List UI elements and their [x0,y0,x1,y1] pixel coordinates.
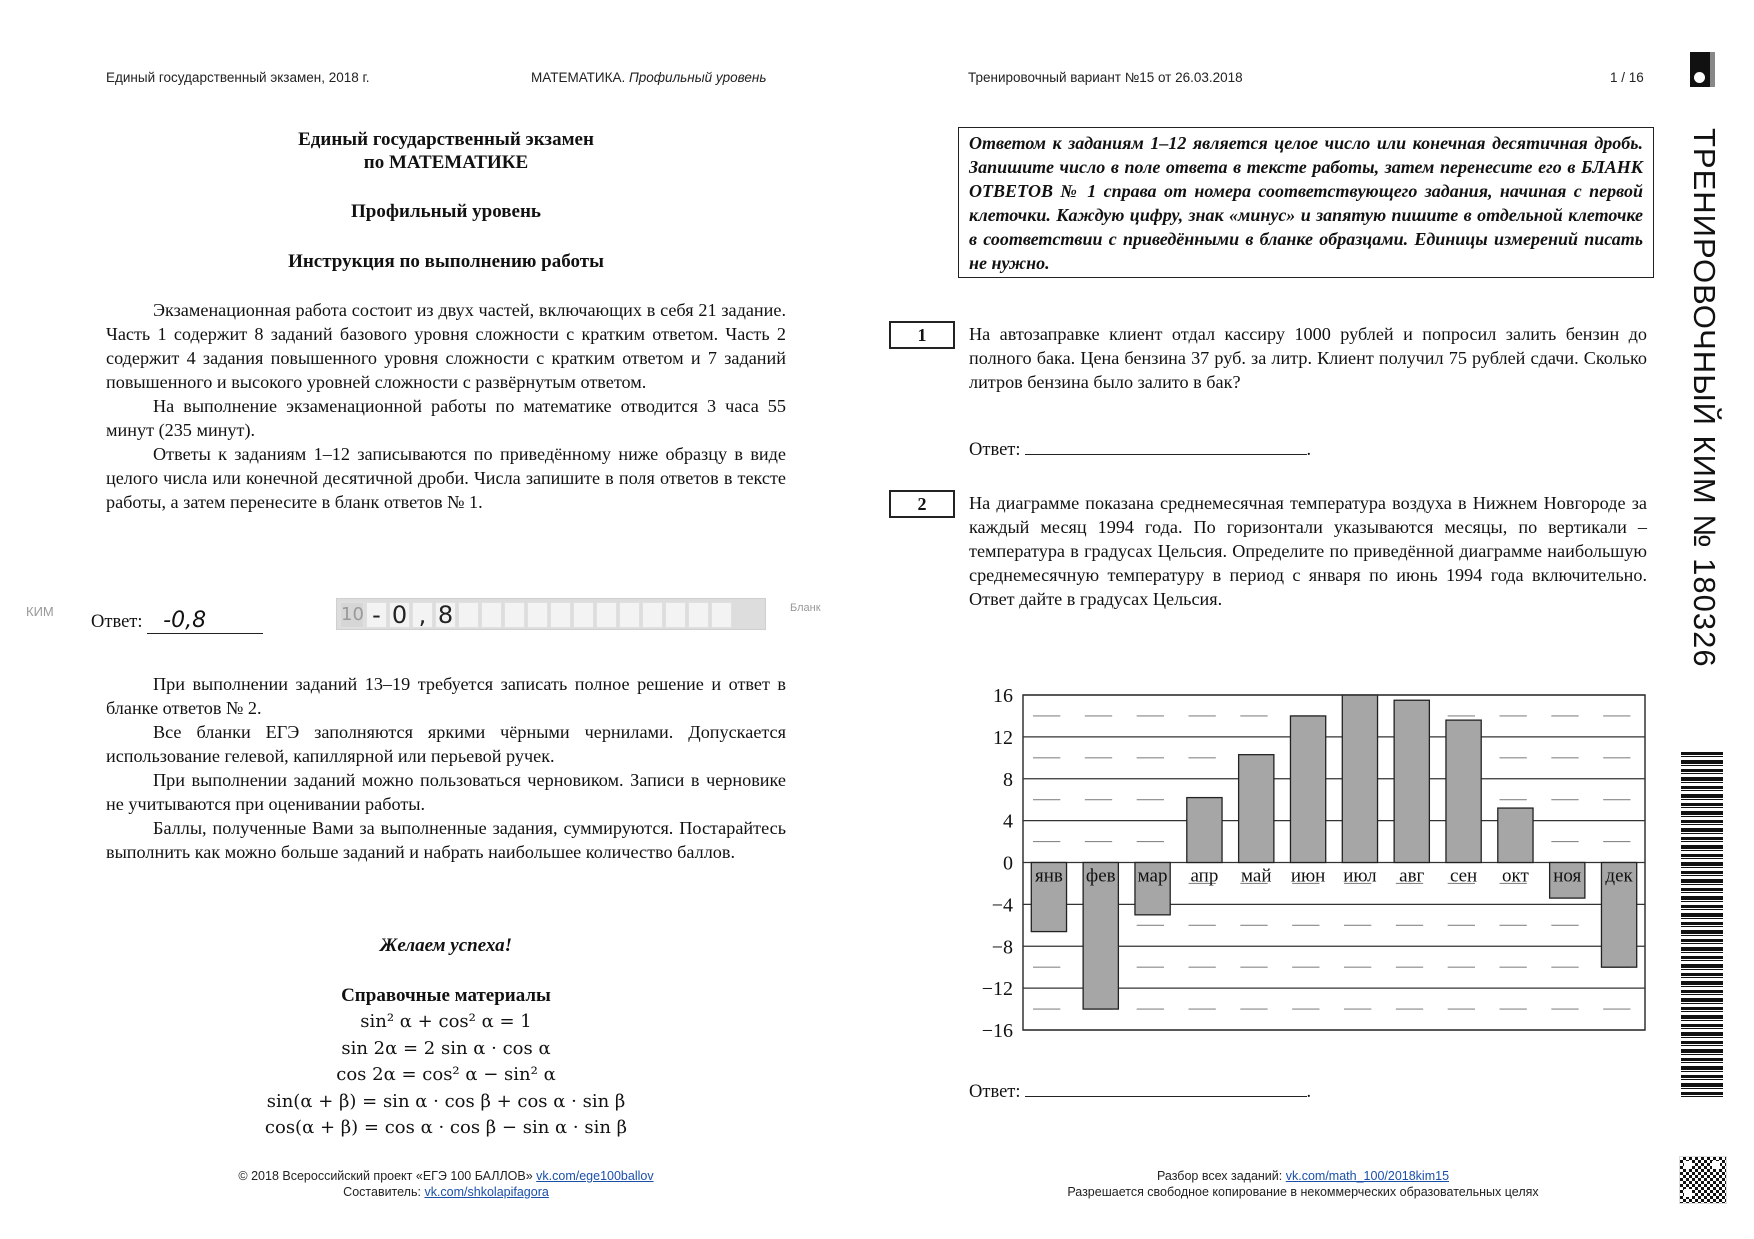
temperature-bar-chart [960,680,1660,1045]
x-tick-label: ноя [1553,865,1582,887]
bar-июн [1290,716,1325,863]
page-number: 1 / 16 [1610,70,1644,85]
task-number-1: 1 [889,321,955,349]
instruction-box: Ответом к заданиям 1–12 является целое число или конечная десятичная дробь. Запишите число в поле ответа в тексте работы, затем перенесите его в БЛАНК ОТВЕТОВ № 1 справа от номера соответствующего задания, начиная с первой клеточки. Каждую цифру, знак «минус» и запятую пишите в отдельной клеточке в соответствии с приведёнными в бланке образцами. Единицы измерений писать не нужно. [958,127,1654,278]
footer-right: Разбор всех заданий: vk.com/math_100/2018kim15 Разрешается свободное копирование в некоммерческих образовательных целях [1067,1169,1539,1199]
level-title: Профильный уровень [351,201,541,222]
para-structure: Экзаменационная работа состоит из двух частей, включающих в себя 21 задание. Часть 1 содержит 8 заданий базового уровня сложности с кратким ответом. Часть 2 содержит 4 задания повышенного уровня сложности с кратким ответом и 7 заданий повышенного и высокого уровней сложности с развёрнутым ответом. [106,300,786,392]
instructions-text-2 [106,672,786,864]
answer-cell [481,602,502,628]
vertical-kim-label: ТРЕНИРОВОЧНЫЙ КИМ № 180326 [1687,128,1722,668]
answer-cell: , [412,602,433,628]
cell-id: 10 [340,602,364,628]
formula: cos(α + β) = cos α · cos β − sin α · sin β [264,1117,628,1138]
answer-cell [504,602,525,628]
bar-авг [1394,700,1429,862]
para-draft: При выполнении заданий можно пользоваться черновиком. Записи в черновике не учитываются при оценивании работы. [106,770,786,814]
formula: sin² α + cos² α = 1 [360,1011,532,1032]
x-tick-label: сен [1449,865,1478,887]
para-ink: Все бланки ЕГЭ заполняются яркими чёрными чернилами. Допускается использование гелевой, капиллярной или перьевой ручек. [106,722,786,766]
x-tick-label: апр [1190,865,1219,887]
y-tick-label: 16 [993,685,1013,707]
x-tick-label: окт [1502,865,1529,887]
bar-май [1239,755,1274,863]
link-ege100ballov[interactable]: vk.com/ege100ballov [536,1169,654,1183]
y-tick-label: 4 [1003,810,1013,833]
barcode-icon [1681,752,1723,1100]
task-1-text: На автозаправке клиент отдал кассиру 1000 рублей и попросил залить бензин до полного бака. Цена бензина 37 руб. за литр. Клиент получил 75 рублей сдачи. Сколько литров бензина было залито в бак? [969,324,1647,392]
answer-cell [711,602,732,628]
footer-left: © 2018 Всероссийский проект «ЕГЭ 100 БАЛЛОВ» vk.com/ege100ballov Составитель: vk.com/shkolapifagora [238,1169,654,1199]
x-tick-label: мар [1137,865,1168,887]
bar-окт [1498,808,1533,862]
para-time: На выполнение экзаменационной работы по математике отводится 3 часа 55 минут (235 минут). [106,396,786,440]
x-tick-label: янв [1034,865,1063,887]
sample-answer: Ответ: -0,8 [91,608,263,634]
instructions-title: Инструкция по выполнению работы [288,251,604,272]
link-shkolapifagora[interactable]: vk.com/shkolapifagora [424,1185,549,1199]
wish-text: Желаем успеха! [379,935,513,956]
corner-marker-icon [1690,52,1715,87]
header-variant: Тренировочный вариант №15 от 26.03.2018 [968,70,1243,85]
answer-cell [642,602,663,628]
link-math100[interactable]: vk.com/math_100/2018kim15 [1285,1169,1450,1183]
x-tick-label: июн [1290,865,1326,887]
task-2-answer: Ответ: . [969,1078,1311,1103]
task-2-answer-field[interactable] [1025,1078,1307,1097]
task-1-answer: Ответ: . [969,436,1311,461]
header-level: Профильный уровень [628,70,767,85]
x-tick-label: май [1241,865,1272,887]
y-tick-label: −8 [991,936,1013,959]
answer-cell: - [366,602,387,628]
y-tick-label: −4 [991,894,1013,917]
header-subject-name: МАТЕМАТИКА. [531,70,626,85]
answer-cell [527,602,548,628]
para-score: Баллы, полученные Вами за выполненные задания, суммируются. Постарайтесь выполнить как можно больше заданий и набрать наибольшее количество баллов. [106,818,786,862]
formula-list [106,1009,786,1142]
task-2-text: На диаграмме показана среднемесячная температура воздуха в Нижнем Новгороде за каждый месяц 1994 года. По горизонтали указываются месяцы, по вертикали – температура в градусах Цельсия. Определите по приведённой диаграмме наибольшую среднемесячную температуру в период с января по июнь 1994 года включительно. Ответ дайте в градусах Цельсия. [969,493,1647,609]
formula: sin(α + β) = sin α · cos β + cos α · sin β [266,1090,626,1112]
header-exam: Единый государственный экзамен, 2018 г. [106,70,370,85]
para-part2: При выполнении заданий 13–19 требуется записать полное решение и ответ в бланке ответов № 2. [106,674,786,718]
bar-июл [1342,695,1377,863]
task-number-2: 2 [889,490,955,518]
answer-cell [596,602,617,628]
reference-title: Справочные материалы [341,985,551,1006]
para-answers: Ответы к заданиям 1–12 записываются по приведённому ниже образцу в виде целого числа или конечной десятичной дроби. Числа запишите в поля ответов в тексте работы, а затем перенесите в бланк ответов № 1. [106,444,786,512]
answer-cell: 0 [389,602,410,628]
x-tick-label: авг [1399,865,1425,887]
bar-апр [1187,798,1222,863]
x-tick-label: июл [1343,865,1377,887]
y-tick-label: −16 [981,1020,1013,1042]
chart-bars [1031,695,1636,1009]
y-tick-label: −12 [981,978,1013,1001]
x-tick-label: фев [1085,865,1116,887]
sample-answer-value: -0,8 [147,608,263,634]
answer-cell [688,602,709,628]
kim-label: КИМ [26,604,54,619]
task-1-answer-field[interactable] [1025,436,1307,455]
answer-sheet-cells [336,598,766,630]
y-tick-label: 0 [1003,852,1013,875]
x-tick-label: дек [1605,865,1633,887]
y-tick-label: 12 [993,726,1013,749]
answer-cell: 8 [435,602,456,628]
y-tick-label: 8 [1003,768,1013,791]
answer-cell [665,602,686,628]
answer-cell [550,602,571,628]
answer-cell [573,602,594,628]
formula: cos 2α = cos² α − sin² α [336,1064,556,1085]
page-title: Единый государственный экзамен по МАТЕМАТИКЕ [298,129,594,173]
header-subject [531,70,766,85]
answer-cell [458,602,479,628]
blank-label: Бланк [790,602,821,614]
formula: sin 2α = 2 sin α · cos α [341,1037,551,1059]
answer-cell [619,602,640,628]
bar-сен [1446,720,1481,862]
instructions-text [106,298,786,514]
qr-code-icon [1679,1156,1727,1204]
